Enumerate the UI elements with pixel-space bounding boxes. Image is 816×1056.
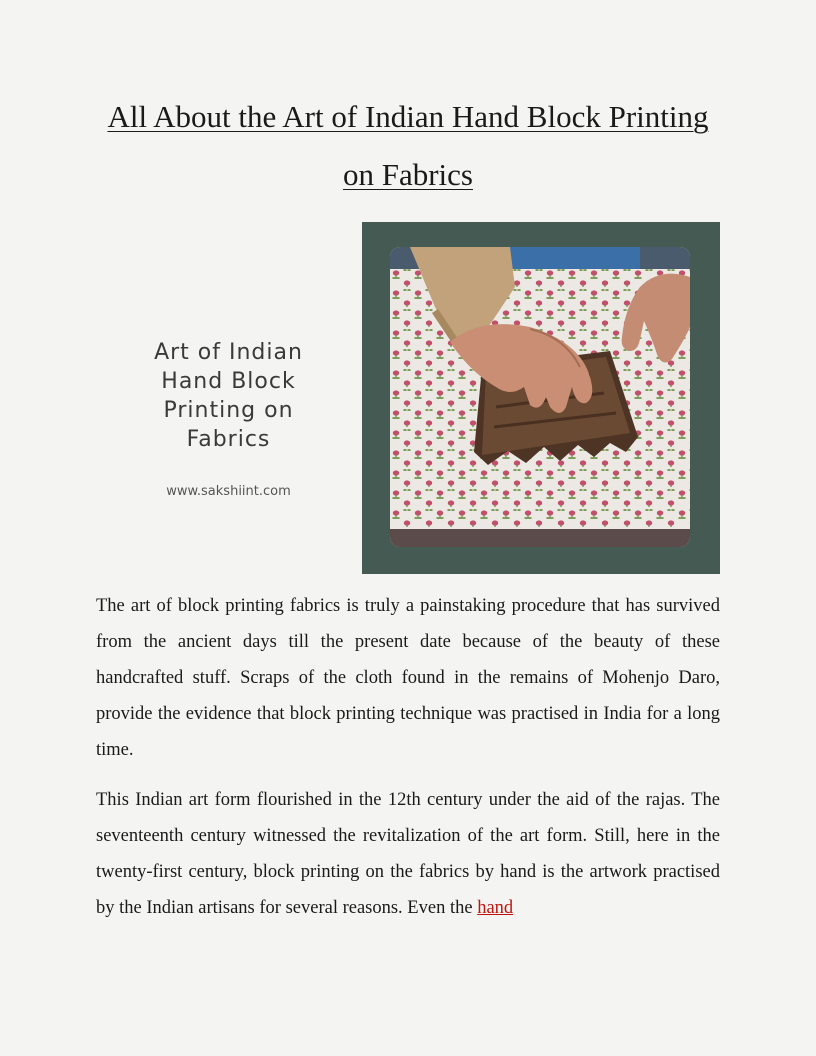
block-printing-photo [390, 247, 690, 547]
paragraph-text: The art of block printing fabrics is truly a painstaking procedure that has survived from the ancient days till the present date because of the beauty of these handcrafted stuff. Scraps of the cloth found in the remains of Mohenjo Daro, provide the evidence that block printing technique was practised in India for a long time. [96, 596, 720, 760]
page-title: All About the Art of Indian Hand Block Printing on Fabrics [107, 99, 709, 192]
paragraph-text: This Indian art form flourished in the 12th century under the aid of the rajas. The seventeenth century witnessed the revitalization of the art form. Still, here in the twenty-first century, block printing on the fabrics by hand is the artwork practised by the Indian artisans for several reasons. Even the [96, 790, 720, 918]
banner-text-panel [96, 222, 361, 574]
banner-heading-line: Printing on [163, 398, 294, 423]
banner-heading-line: Fabrics [186, 427, 271, 452]
hand-block-link[interactable]: hand [477, 898, 514, 918]
banner-heading-line: Art of Indian [154, 340, 303, 365]
article-banner [96, 222, 720, 574]
article-body [96, 588, 720, 940]
banner-heading [96, 338, 361, 454]
paragraph [96, 782, 720, 926]
paragraph [96, 588, 720, 768]
banner-website-url: www.sakshiint.com [166, 484, 291, 499]
block-printing-illustration [390, 247, 690, 547]
banner-heading-line: Hand Block [161, 369, 296, 394]
photo-frame [362, 222, 720, 574]
